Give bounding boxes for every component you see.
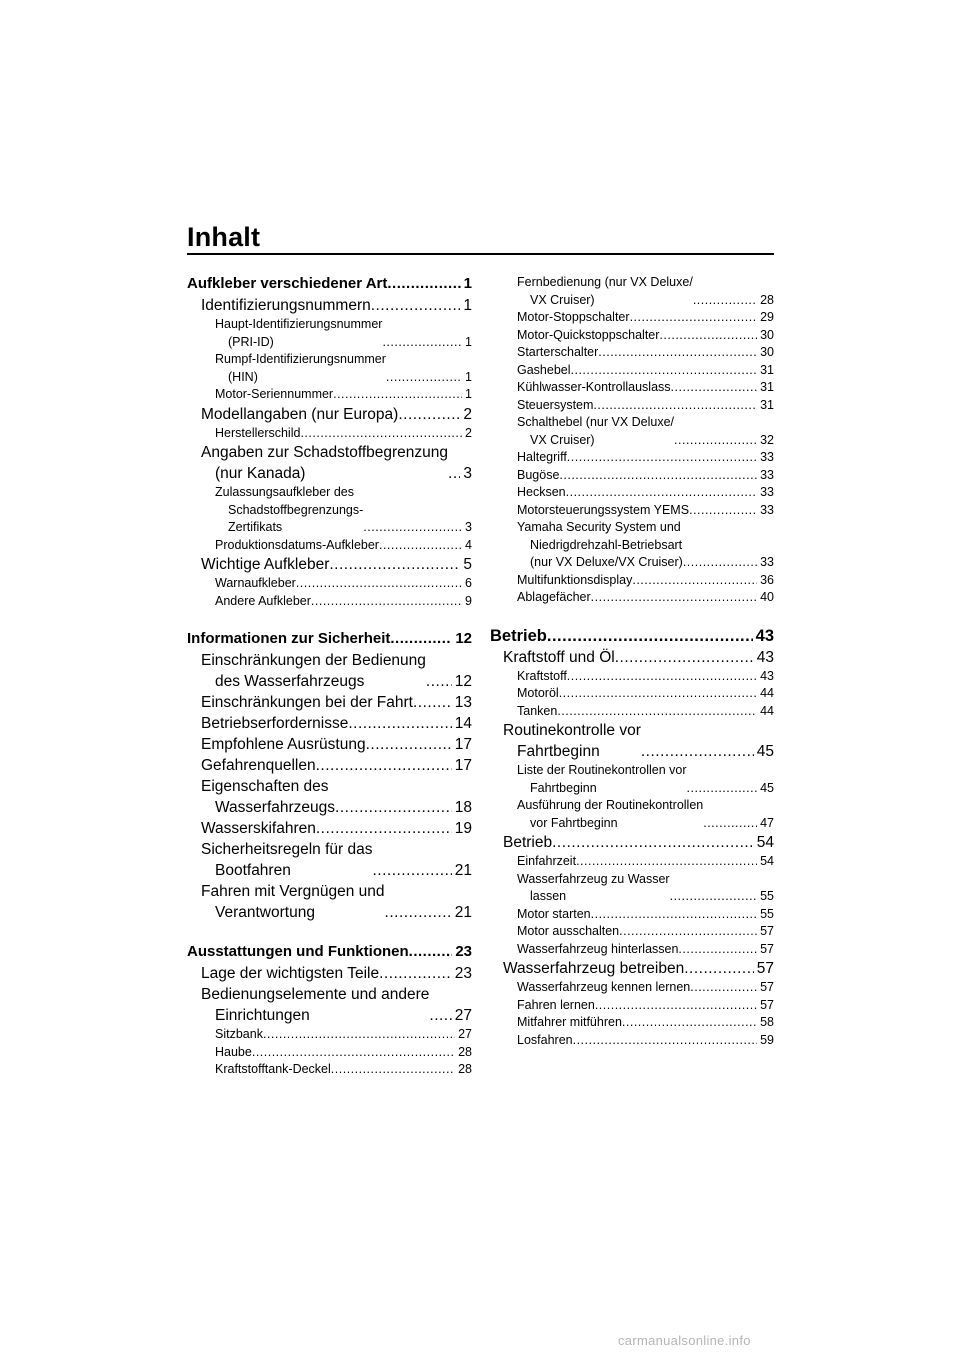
toc-subentry[interactable] <box>187 575 472 593</box>
toc-chapter-entry[interactable] <box>187 650 472 692</box>
toc-leader-dots <box>379 963 452 984</box>
toc-leader-dots <box>622 1014 757 1032</box>
toc-entry-title: Informationen zur Sicherheit <box>187 630 391 647</box>
toc-page-number: 23 <box>452 963 472 984</box>
toc-page-number: 9 <box>462 593 472 611</box>
toc-subentry[interactable] <box>187 484 472 537</box>
toc-leader-dots <box>296 575 462 593</box>
toc-leader-dots <box>619 923 757 941</box>
toc-entry-title: Schalthebel (nur VX Deluxe/ VX Cruiser) <box>517 414 674 449</box>
toc-subentry[interactable] <box>490 1014 774 1032</box>
toc-section-heading[interactable] <box>187 274 472 294</box>
toc-leader-dots <box>689 502 757 520</box>
toc-page-number: 3 <box>462 519 472 537</box>
toc-chapter-entry[interactable] <box>187 818 472 839</box>
toc-leader-dots <box>591 589 757 607</box>
toc-chapter-entry[interactable] <box>187 734 472 755</box>
toc-leader-dots <box>559 685 757 703</box>
toc-leader-dots <box>385 902 452 923</box>
toc-page-number: 1 <box>461 274 472 294</box>
toc-leader-dots <box>559 467 757 485</box>
toc-subentry[interactable] <box>490 703 774 721</box>
toc-subentry[interactable] <box>490 449 774 467</box>
toc-page-number: 12 <box>452 671 472 692</box>
toc-leader-dots <box>329 554 460 575</box>
toc-entry-title: Betrieb <box>490 626 547 645</box>
toc-leader-dots <box>252 1044 455 1062</box>
toc-leader-dots <box>567 449 757 467</box>
toc-leader-dots <box>641 741 754 762</box>
toc-entry-title: Wichtige Aufkleber <box>201 556 330 573</box>
toc-entry-title: Losfahren <box>517 1032 573 1050</box>
toc-leader-dots <box>690 979 757 997</box>
toc-page-number: 27 <box>455 1026 472 1044</box>
toc-page-number: 57 <box>757 941 774 959</box>
toc-chapter-entry[interactable] <box>187 963 472 984</box>
toc-leader-dots <box>333 386 462 404</box>
toc-leader-dots <box>630 309 758 327</box>
toc-column-left <box>187 274 472 1079</box>
toc-entry-title: Kraftstofftank-Deckel <box>215 1061 331 1079</box>
toc-subentry[interactable] <box>490 309 774 327</box>
toc-chapter-entry[interactable] <box>187 755 472 776</box>
toc-page-number: 4 <box>462 537 472 555</box>
toc-page-number: 1 <box>462 386 472 404</box>
toc-page-number: 59 <box>757 1032 774 1050</box>
toc-entry-title: Einschränkungen bei der Fahrt <box>201 694 413 711</box>
toc-entry-title: Fahren lernen <box>517 997 595 1015</box>
toc-entry-title: Lage der wichtigsten Teile <box>201 965 380 982</box>
toc-page-number: 1 <box>460 295 472 316</box>
toc-leader-dots <box>335 797 452 818</box>
toc-leader-dots <box>372 860 451 881</box>
toc-leader-dots <box>687 780 758 798</box>
toc-subentry[interactable] <box>187 1026 472 1044</box>
toc-subentry[interactable] <box>490 853 774 871</box>
toc-entry-title: Wasserskifahren <box>201 820 316 837</box>
toc-leader-dots <box>683 554 757 572</box>
toc-entry-title: Herstellerschild <box>215 425 300 443</box>
toc-page-number: 28 <box>757 292 774 310</box>
toc-entry-title: Einschränkungen der Bedienung des Wasserfahrzeugs <box>201 652 426 690</box>
toc-page-number: 54 <box>754 832 774 853</box>
toc-leader-dots <box>693 292 757 310</box>
toc-leader-dots <box>547 626 753 646</box>
toc-page-number: 31 <box>757 379 774 397</box>
toc-subentry[interactable] <box>187 386 472 404</box>
toc-entry-title: Fahren mit Vergnügen und Verantwortung <box>201 883 385 921</box>
toc-page-number: 17 <box>452 734 472 755</box>
toc-page-number: 57 <box>754 958 774 979</box>
toc-entry-title: Routinekontrolle vor Fahrtbeginn <box>503 722 641 760</box>
toc-page-number: 21 <box>452 860 472 881</box>
toc-leader-dots <box>316 755 452 776</box>
toc-page-number: 28 <box>455 1061 472 1079</box>
toc-leader-dots <box>409 942 453 962</box>
toc-leader-dots <box>670 888 757 906</box>
toc-subentry[interactable] <box>490 397 774 415</box>
toc-subentry[interactable] <box>490 997 774 1015</box>
toc-entry-title: Wasserfahrzeug kennen lernen <box>517 979 690 997</box>
section-gap <box>490 607 774 626</box>
toc-page-number: 44 <box>757 685 774 703</box>
toc-section-heading[interactable] <box>187 629 472 649</box>
toc-chapter-entry[interactable] <box>187 442 472 484</box>
toc-entry-title: Modellangaben (nur Europa) <box>201 405 399 423</box>
toc-entry-title: Betrieb <box>503 834 553 851</box>
toc-chapter-entry[interactable] <box>187 776 472 818</box>
toc-leader-dots <box>678 941 757 959</box>
toc-entry-title: Hecksen <box>517 484 566 502</box>
toc-subentry[interactable] <box>490 572 774 590</box>
toc-entry-title: Eigenschaften des Wasserfahrzeugs <box>201 778 336 816</box>
toc-leader-dots <box>429 1005 451 1026</box>
toc-subentry[interactable] <box>490 344 774 362</box>
toc-entry-title: Haube <box>215 1044 252 1062</box>
toc-page-number: 31 <box>757 397 774 415</box>
toc-page-number: 27 <box>452 1005 472 1026</box>
toc-leader-dots <box>674 432 757 450</box>
toc-entry-title: Bugöse <box>517 467 559 485</box>
toc-entry-title: Starterschalter <box>517 344 598 362</box>
toc-entry-title: Warnaufkleber <box>215 575 296 593</box>
toc-subentry[interactable] <box>187 537 472 555</box>
toc-page-number: 17 <box>452 755 472 776</box>
toc-section-heading[interactable] <box>187 942 472 962</box>
toc-leader-dots <box>448 463 460 484</box>
toc-subentry[interactable] <box>490 871 774 906</box>
toc-leader-dots <box>316 818 452 839</box>
toc-leader-dots <box>703 815 757 833</box>
toc-entry-title: Kühlwasser-Kontrollauslass <box>517 379 671 397</box>
toc-entry-title: Motor-Quickstoppschalter <box>517 327 659 345</box>
toc-page-number: 5 <box>460 554 472 575</box>
toc-leader-dots <box>263 1026 455 1044</box>
toc-subentry[interactable] <box>490 589 774 607</box>
toc-entry-title: Ausführung der Routinekontrollen vor Fahrtbeginn <box>517 797 703 832</box>
toc-page-number: 14 <box>452 713 472 734</box>
toc-entry-title: Liste der Routinekontrollen vor Fahrtbeginn <box>517 762 687 797</box>
toc-leader-dots <box>576 853 757 871</box>
toc-page-number: 57 <box>757 997 774 1015</box>
toc-leader-dots <box>387 274 460 294</box>
toc-subentry[interactable] <box>490 274 774 309</box>
toc-entry-title: Empfohlene Ausrüstung <box>201 736 366 753</box>
toc-leader-dots <box>671 379 758 397</box>
toc-page-number: 47 <box>757 815 774 833</box>
toc-subentry[interactable] <box>187 351 472 386</box>
toc-subentry[interactable] <box>490 906 774 924</box>
toc-page-number: 30 <box>757 327 774 345</box>
toc-subentry[interactable] <box>490 362 774 380</box>
toc-entry-title: Betriebserfordernisse <box>201 715 349 732</box>
toc-page-number: 12 <box>452 629 472 649</box>
toc-entry-title: Kraftstoff und Öl <box>503 648 615 666</box>
toc-entry-title: Ablagefächer <box>517 589 591 607</box>
toc-page-number: 40 <box>757 589 774 607</box>
toc-page-number: 55 <box>757 906 774 924</box>
toc-page-number: 43 <box>754 647 774 668</box>
toc-page-number: 33 <box>757 554 774 572</box>
toc-page-number: 55 <box>757 888 774 906</box>
toc-page-number: 19 <box>452 818 472 839</box>
toc-subentry[interactable] <box>187 316 472 351</box>
toc-subentry[interactable] <box>490 685 774 703</box>
toc-leader-dots <box>567 668 757 686</box>
toc-entry-title: Motor ausschalten <box>517 923 619 941</box>
toc-leader-dots <box>311 593 462 611</box>
toc-page-number: 33 <box>757 467 774 485</box>
toc-page-number: 21 <box>452 902 472 923</box>
toc-chapter-entry[interactable] <box>490 647 774 668</box>
toc-leader-dots <box>571 362 758 380</box>
toc-page-number: 45 <box>757 780 774 798</box>
toc-entry-title: Motor starten <box>517 906 591 924</box>
toc-page-number: 43 <box>757 668 774 686</box>
toc-leader-dots <box>632 572 757 590</box>
toc-subentry[interactable] <box>490 379 774 397</box>
toc-chapter-entry[interactable] <box>490 832 774 853</box>
toc-page-number: 29 <box>757 309 774 327</box>
toc-entry-title: Produktionsdatums-Aufkleber <box>215 537 379 555</box>
toc-chapter-entry[interactable] <box>187 295 472 316</box>
toc-leader-dots <box>331 1061 455 1079</box>
toc-leader-dots <box>382 334 462 352</box>
toc-page-number: 45 <box>754 741 774 762</box>
toc-leader-dots <box>557 703 757 721</box>
toc-entry-title: Tanken <box>517 703 557 721</box>
toc-page-number: 32 <box>757 432 774 450</box>
toc-entry-title: Wasserfahrzeug hinterlassen <box>517 941 678 959</box>
toc-subentry[interactable] <box>490 414 774 449</box>
toc-leader-dots <box>593 397 757 415</box>
toc-chapter-entry[interactable] <box>187 881 472 923</box>
toc-leader-dots <box>379 537 462 555</box>
toc-entry-title: Identifizierungsnummern <box>201 297 371 314</box>
toc-page-number: 43 <box>753 626 774 646</box>
toc-entry-title: Wasserfahrzeug betreiben <box>503 960 685 977</box>
toc-page-number: 1 <box>462 334 472 352</box>
watermark: carmanualsonline.info <box>618 1333 751 1348</box>
toc-column-right <box>490 274 774 1049</box>
toc-leader-dots <box>684 958 754 979</box>
toc-leader-dots <box>426 671 452 692</box>
toc-entry-title: Yamaha Security System und Niedrigdrehzahl-Betriebsart (nur VX Deluxe/VX Cruiser) <box>517 519 683 572</box>
toc-subentry[interactable] <box>187 425 472 443</box>
toc-chapter-entry[interactable] <box>490 720 774 762</box>
toc-leader-dots <box>300 425 462 443</box>
toc-subentry[interactable] <box>187 1061 472 1079</box>
toc-entry-title: Haltegriff <box>517 449 567 467</box>
toc-entry-title: Steuersystem <box>517 397 593 415</box>
toc-entry-title: Andere Aufkleber <box>215 593 311 611</box>
toc-entry-title: Ausstattungen und Funktionen <box>187 943 409 960</box>
toc-chapter-entry[interactable] <box>490 958 774 979</box>
toc-chapter-entry[interactable] <box>187 404 472 425</box>
toc-leader-dots <box>363 519 462 537</box>
section-gap <box>187 610 472 629</box>
toc-chapter-entry[interactable] <box>187 554 472 575</box>
toc-entry-title: Wasserfahrzeug zu Wasser lassen <box>517 871 670 906</box>
toc-page-number: 58 <box>757 1014 774 1032</box>
toc-section-heading[interactable] <box>490 626 774 646</box>
toc-subentry[interactable] <box>490 668 774 686</box>
toc-chapter-entry[interactable] <box>187 839 472 881</box>
toc-subentry[interactable] <box>490 979 774 997</box>
toc-entry-title: Einfahrzeit <box>517 853 576 871</box>
toc-leader-dots <box>598 344 757 362</box>
toc-entry-title: Rumpf-Identifizierungsnummer (HIN) <box>215 351 386 386</box>
toc-page-number: 2 <box>460 404 472 425</box>
toc-entry-title: Sitzbank <box>215 1026 263 1044</box>
toc-subentry[interactable] <box>490 502 774 520</box>
toc-entry-title: Haupt-Identifizierungsnummer (PRI-ID) <box>215 316 382 351</box>
toc-page-number: 30 <box>757 344 774 362</box>
toc-page-number: 28 <box>455 1044 472 1062</box>
toc-entry-title: Sicherheitsregeln für das Bootfahren <box>201 841 373 879</box>
toc-subentry[interactable] <box>490 467 774 485</box>
toc-subentry[interactable] <box>490 1032 774 1050</box>
toc-page-number: 57 <box>757 979 774 997</box>
toc-entry-title: Multifunktionsdisplay <box>517 572 632 590</box>
toc-entry-title: Angaben zur Schadstoffbegrenzung (nur Kanada) <box>201 444 449 482</box>
toc-entry-title: Gashebel <box>517 362 571 380</box>
toc-leader-dots <box>390 629 452 649</box>
toc-leader-dots <box>386 369 462 387</box>
toc-entry-title: Bedienungselemente und andere Einrichtungen <box>201 986 430 1024</box>
toc-chapter-entry[interactable] <box>187 692 472 713</box>
toc-entry-title: Aufkleber verschiedener Art <box>187 275 388 292</box>
toc-leader-dots <box>398 404 460 425</box>
toc-leader-dots <box>595 997 757 1015</box>
toc-page-number: 2 <box>462 425 472 443</box>
toc-entry-title: Fernbedienung (nur VX Deluxe/ VX Cruiser) <box>517 274 693 309</box>
toc-page-number: 3 <box>460 463 472 484</box>
toc-page-number: 33 <box>757 449 774 467</box>
toc-page-number: 23 <box>452 942 472 962</box>
page-title: Inhalt <box>187 222 261 252</box>
toc-entry-title: Motor-Seriennummer <box>215 386 333 404</box>
toc-chapter-entry[interactable] <box>187 713 472 734</box>
toc-subentry[interactable] <box>490 797 774 832</box>
toc-entry-title: Motor-Stoppschalter <box>517 309 630 327</box>
toc-leader-dots <box>366 734 452 755</box>
toc-page-number: 33 <box>757 502 774 520</box>
toc-page-number: 54 <box>757 853 774 871</box>
toc-page-number: 1 <box>462 369 472 387</box>
toc-subentry[interactable] <box>187 1044 472 1062</box>
toc-page-number: 44 <box>757 703 774 721</box>
toc-subentry[interactable] <box>490 327 774 345</box>
section-gap <box>187 923 472 942</box>
toc-leader-dots <box>615 647 754 668</box>
toc-page-number: 18 <box>452 797 472 818</box>
toc-entry-title: Motorsteuerungssystem YEMS <box>517 502 689 520</box>
toc-leader-dots <box>566 484 757 502</box>
toc-subentry[interactable] <box>490 762 774 797</box>
toc-entry-title: Kraftstoff <box>517 668 567 686</box>
toc-entry-title: Gefahrenquellen <box>201 757 316 774</box>
toc-page-number: 13 <box>452 692 472 713</box>
toc-page-number: 57 <box>757 923 774 941</box>
toc-page-number: 36 <box>757 572 774 590</box>
toc-subentry[interactable] <box>490 519 774 572</box>
toc-subentry[interactable] <box>490 941 774 959</box>
toc-leader-dots <box>552 832 754 853</box>
toc-leader-dots <box>371 295 461 316</box>
toc-entry-title: Mitfahrer mitführen <box>517 1014 622 1032</box>
toc-leader-dots <box>348 713 451 734</box>
toc-leader-dots <box>413 692 452 713</box>
title-rule <box>187 253 774 255</box>
toc-subentry[interactable] <box>490 923 774 941</box>
toc-entry-title: Motoröl <box>517 685 559 703</box>
toc-entry-title: Zulassungsaufkleber des Schadstoffbegrenzungs- Zertifikats <box>215 484 363 537</box>
toc-leader-dots <box>591 906 757 924</box>
toc-subentry[interactable] <box>187 593 472 611</box>
toc-page-number: 31 <box>757 362 774 380</box>
toc-page-number: 33 <box>757 484 774 502</box>
toc-subentry[interactable] <box>490 484 774 502</box>
toc-leader-dots <box>573 1032 757 1050</box>
toc-page-number: 6 <box>462 575 472 593</box>
toc-chapter-entry[interactable] <box>187 984 472 1026</box>
toc-leader-dots <box>659 327 757 345</box>
